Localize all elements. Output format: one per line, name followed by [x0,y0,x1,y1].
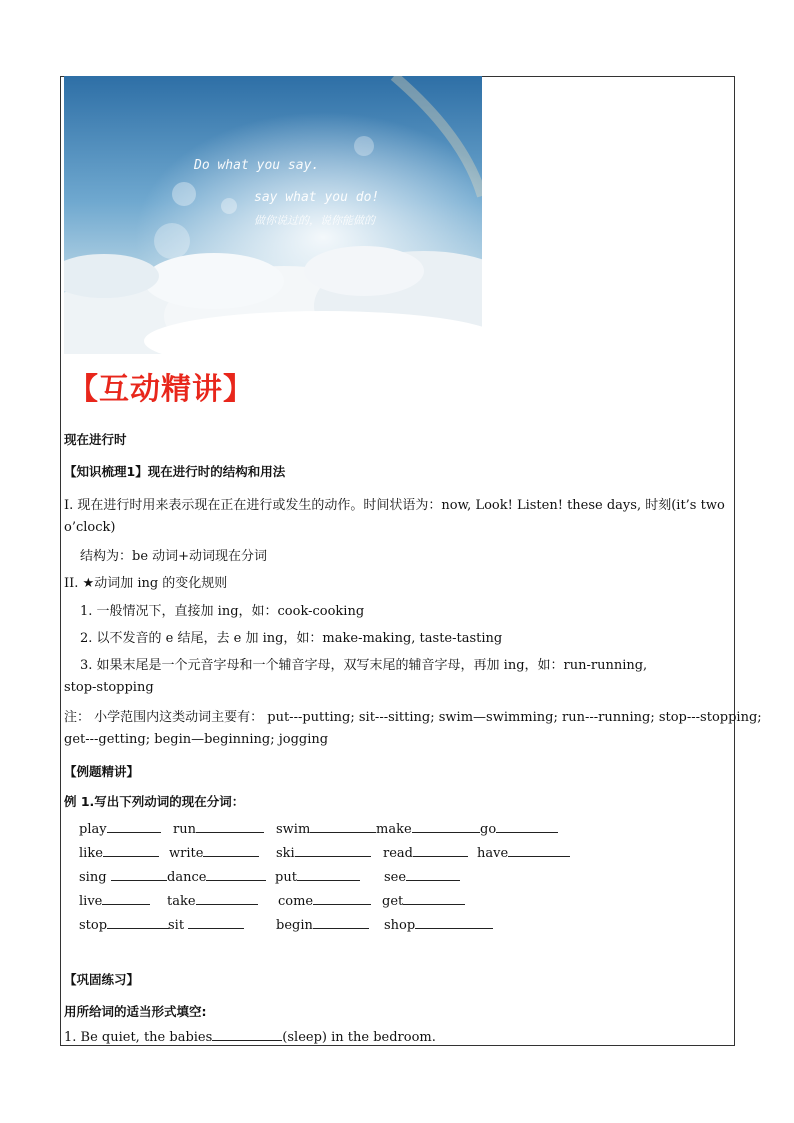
word: get [382,894,404,909]
note-line-b: get---getting; begin—beginning; jogging [64,732,329,747]
answer-blank[interactable] [412,820,480,833]
topic-title: 现在进行时 [64,432,127,447]
example-section-title: 【例题精讲】 [64,764,140,779]
answer-blank[interactable] [203,844,259,857]
note-line-a: 注： 小学范围内这类动词主要有： put---putting; sit---sitting; swim—swimming; run---running; stop---stopping; [64,710,762,725]
answer-blank[interactable] [403,892,465,905]
answer-blank[interactable] [111,868,167,881]
word: read [383,846,413,861]
word: make [376,822,412,837]
word: swim [276,822,311,837]
exercise-instruction: 用所给词的适当形式填空: [64,1004,207,1019]
answer-blank[interactable] [196,892,258,905]
word: see [384,870,407,885]
word: put [275,870,297,885]
section-heading: 【互动精讲】 [68,372,254,407]
answer-blank[interactable] [103,844,159,857]
word: have [477,846,509,861]
structure-line: 结构为：be 动词+动词现在分词 [80,549,268,564]
word: go [480,822,497,837]
word: play [79,822,107,837]
photo-quote-line-2: say what you do! [254,190,380,205]
answer-blank[interactable] [415,916,493,929]
paragraph-1b: o’clock) [64,520,116,535]
question-1-end: (sleep) in the bedroom. [282,1030,436,1045]
answer-blank[interactable] [496,820,558,833]
rule-2: 2. 以不发音的 e 结尾，去 e 加 ing，如：make-making, taste-tasting [80,631,503,646]
practice-section-title: 【巩固练习】 [64,972,140,987]
question-1-start: 1. Be quiet, the babies [64,1030,213,1045]
answer-blank[interactable] [295,844,371,857]
word: begin [276,918,313,933]
word: take [167,894,196,909]
paragraph-1a: I. 现在进行时用来表示现在正在进行或发生的动作。时间状语为：now, Look! Listen! these days, 时刻(it’s two [64,498,725,513]
answer-blank[interactable] [310,820,376,833]
answer-blank[interactable] [413,844,468,857]
photo-quote-line-3: 做你说过的，说你能做的 [254,214,375,227]
word: stop [79,918,108,933]
answer-blank[interactable] [406,868,460,881]
word: sing [79,870,107,885]
answer-blank[interactable] [508,844,570,857]
word: live [79,894,103,909]
question-1 [64,1028,436,1045]
answer-blank[interactable] [107,820,161,833]
rule-3a: 3. 如果末尾是一个元音字母和一个辅音字母，双写末尾的辅音字母，再加 ing，如：run-running, [80,658,648,673]
rules-title: II. ★动词加 ing 的变化规则 [64,576,228,591]
answer-blank[interactable] [196,820,264,833]
word: sit [168,918,185,933]
answer-blank[interactable] [102,892,150,905]
word: run [173,822,196,837]
answer-blank[interactable] [297,868,360,881]
answer-blank[interactable] [313,916,369,929]
word: come [278,894,314,909]
sky-photo [64,76,482,354]
answer-blank[interactable] [107,916,169,929]
knowledge-section-title: 【知识梳理1】现在进行时的结构和用法 [64,464,286,479]
example-title: 例 1.写出下列动词的现在分词： [64,794,245,809]
photo-quote-line-1: Do what you say. [194,158,320,173]
rule-3b: stop-stopping [64,680,154,695]
word: ski [276,846,295,861]
answer-blank[interactable] [206,868,266,881]
word: shop [384,918,416,933]
word: dance [167,870,207,885]
answer-blank[interactable] [212,1028,282,1041]
answer-blank[interactable] [188,916,244,929]
rule-1: 1. 一般情况下，直接加 ing，如：cook-cooking [80,604,365,619]
answer-blank[interactable] [313,892,371,905]
word: like [79,846,103,861]
word: write [169,846,204,861]
